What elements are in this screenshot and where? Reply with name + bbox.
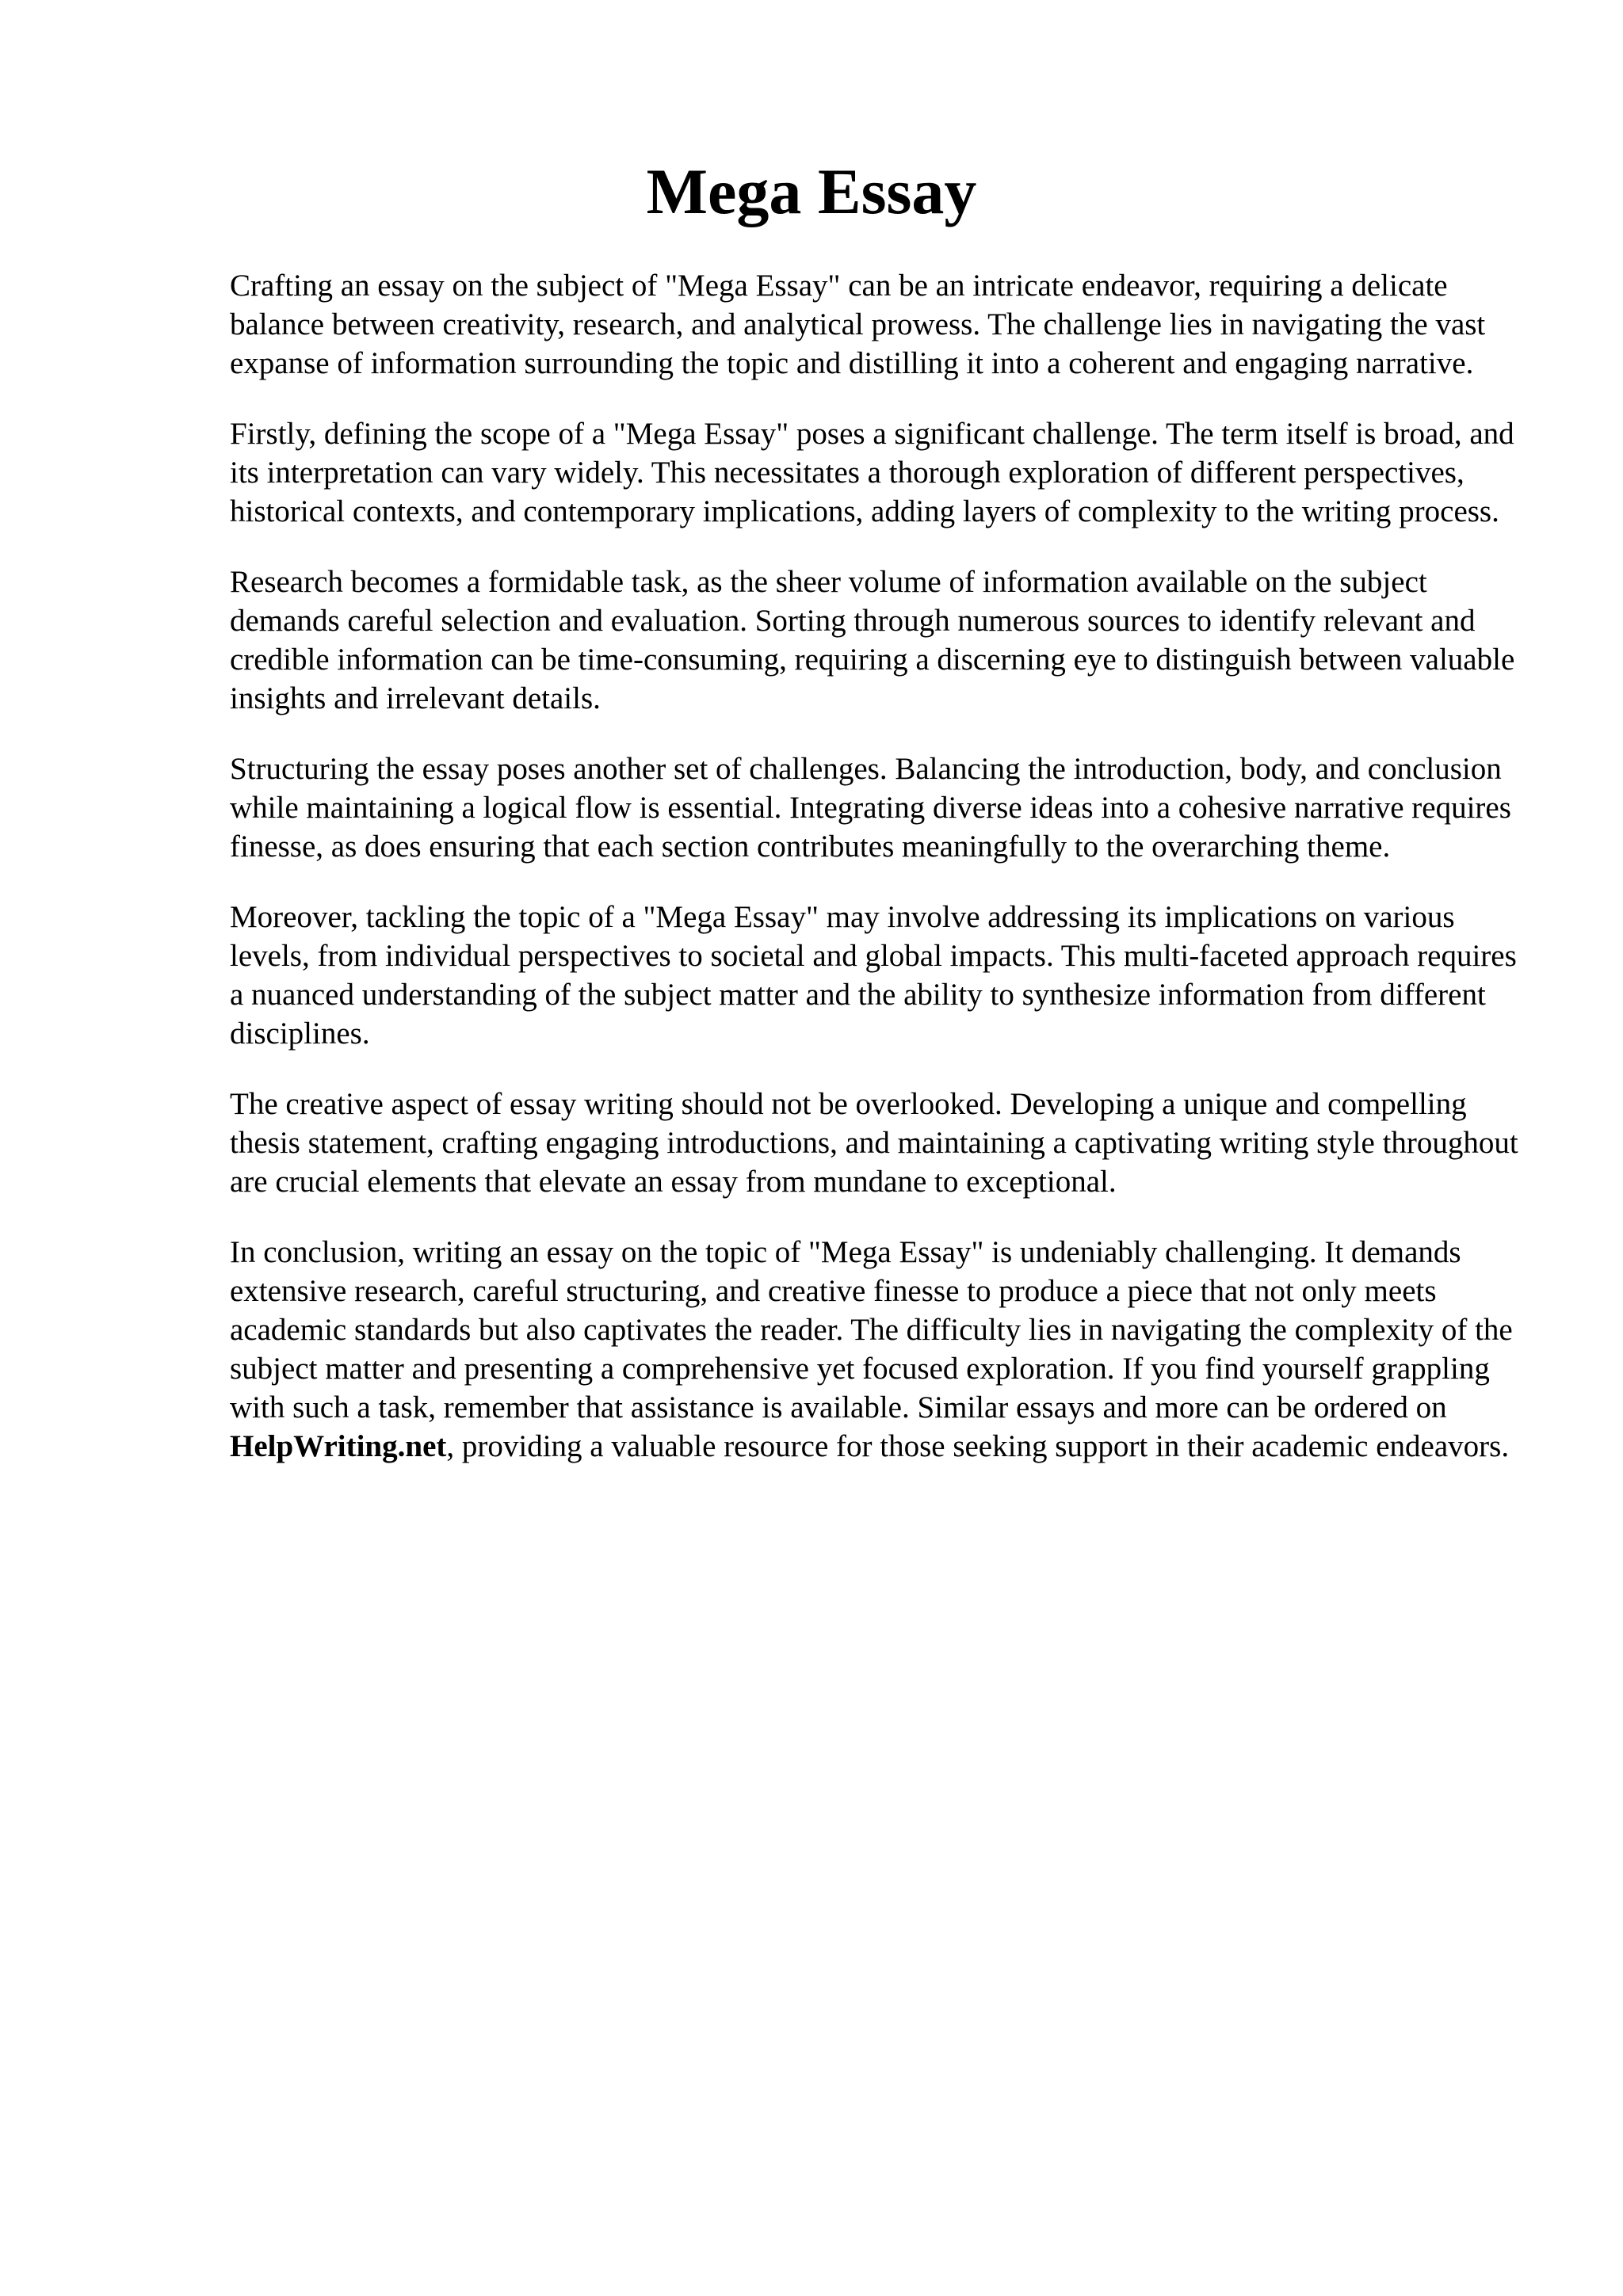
paragraph-structure: Structuring the essay poses another set of challenges. Balancing the introduction, body, and conclusion while maintaining a logical flow is essential. Integrating diverse ideas into a cohesive narrative requires finesse, as does ensuring that each section contributes meaningfully to the overarching theme.	[230, 752, 1511, 864]
paragraph-creative: The creative aspect of essay writing should not be overlooked. Developing a unique and compelling thesis statement, crafting engaging introductions, and maintaining a captivating writing style throughout are crucial elements that elevate an essay from mundane to exceptional.	[230, 1087, 1518, 1199]
conclusion-text-after-link: , providing a valuable resource for those seeking support in their academic endeavors.	[446, 1429, 1510, 1463]
document-body	[230, 266, 1529, 1497]
paragraph-research: Research becomes a formidable task, as the sheer volume of information available on the subject demands careful selection and evaluation. Sorting through numerous sources to identify relevant and credible information can be time-consuming, requiring a discerning eye to distinguish between valuable insights and irrelevant details.	[230, 565, 1515, 715]
paragraph-conclusion	[230, 1233, 1529, 1466]
helpwriting-link[interactable]: HelpWriting.net	[230, 1429, 447, 1463]
document-title: Mega Essay	[646, 155, 977, 227]
paragraph-intro: Crafting an essay on the subject of "Mega Essay" can be an intricate endeavor, requiring a delicate balance between creativity, research, and analytical prowess. The challenge lies in navigating the vast expanse of information surrounding the topic and distilling it into a coherent and engaging narrative.	[230, 269, 1486, 380]
paragraph-implications: Moreover, tackling the topic of a "Mega Essay" may involve addressing its implications on various levels, from individual perspectives to societal and global impacts. This multi-faceted approach requires a nuanced understanding of the subject matter and the ability to synthesize information from different disciplines.	[230, 900, 1517, 1051]
conclusion-text-before-link: In conclusion, writing an essay on the topic of "Mega Essay" is undeniably challenging. It demands extensive research, careful structuring, and creative finesse to produce a piece that not only meets academic standards but also captivates the reader. The difficulty lies in navigating the complexity of the subject matter and presenting a comprehensive yet focused exploration. If you find yourself grappling with such a task, remember that assistance is available. Similar essays and more can be ordered on	[230, 1235, 1513, 1425]
paragraph-scope: Firstly, defining the scope of a "Mega Essay" poses a significant challenge. The term itself is broad, and its interpretation can vary widely. This necessitates a thorough exploration of different perspectives, historical contexts, and contemporary implications, adding layers of complexity to the writing process.	[230, 417, 1514, 528]
